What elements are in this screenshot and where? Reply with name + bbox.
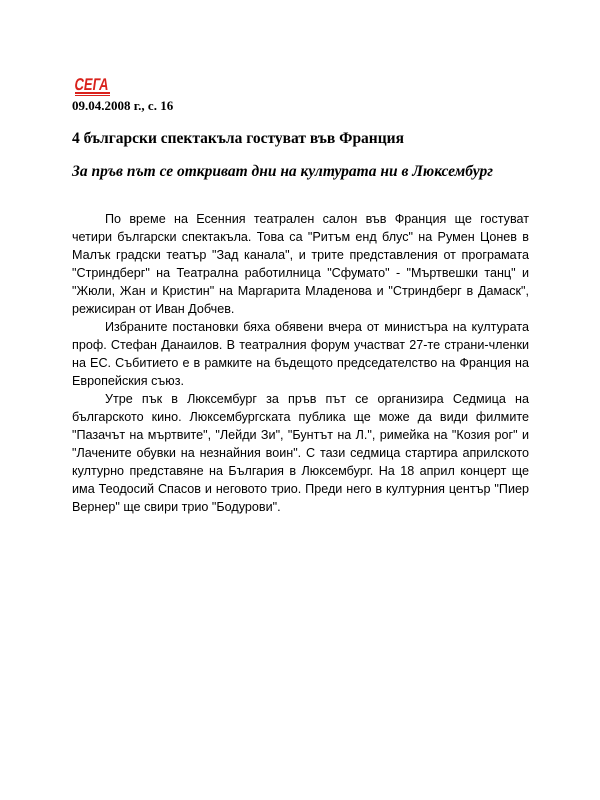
article-paragraph: По време на Есенния театрален салон във Франция ще гостуват четири български спектакъла. Това са "Ритъм енд блус" на Румен Цонев в Малък градски театър "Зад канала", и трите представления от програмата "Стриндберг" на Театрална работилница "Сфумато" - "Мъртвешки танц" и "Жюли, Жан и Кристин" на Маргарита Младенова и "Стриндберг в Дамаск", режисиран от Иван Добчев. xyxy=(72,212,529,316)
article-title: 4 български спектакъла гостуват във Франция xyxy=(72,130,404,147)
publication-date: 09.04.2008 г., с. 16 xyxy=(72,98,174,113)
article-subtitle: За пръв път се откриват дни на културата ни в Люксембург xyxy=(72,163,493,180)
svg-text:СЕГА: СЕГА xyxy=(73,75,121,94)
sega-newspaper-logo xyxy=(72,68,121,98)
article-body xyxy=(72,210,529,516)
article-paragraph: Избраните постановки бяха обявени вчера от министъра на културата проф. Стефан Данаилов. В театралния форум участват 27-те страни-членки на ЕС. Събитието е в рамките на бъдещото председателство на Франция на Европейския съюз. xyxy=(72,320,529,388)
article-paragraph: Утре пък в Люксембург за пръв път се организира Седмица на българското кино. Люксембургската публика ще може да види филмите "Пазачът на мъртвите", "Лейди Зи", "Бунтът на Л.", римейка на "Козия рог" и "Лачените обувки на незнайния воин". С тази седмица стартира априлското културно представяне на България в Люксембург. На 18 април концерт ще има Теодосий Спасов и неговото трио. Преди него в културния център "Пиер Вернер" ще свири трио "Бодурови". xyxy=(72,392,529,514)
